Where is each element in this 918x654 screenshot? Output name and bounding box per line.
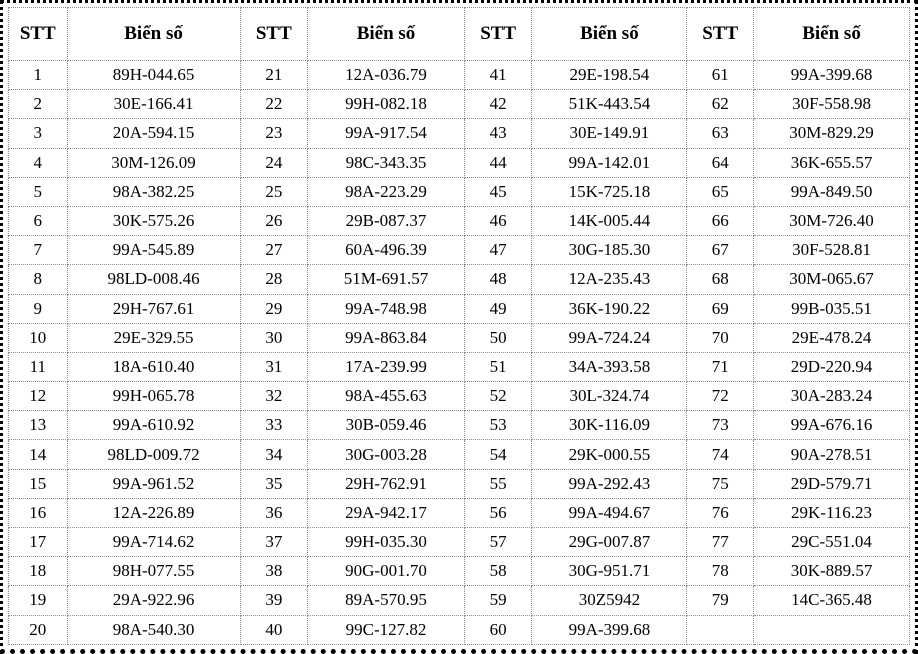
- stt-cell: 12: [9, 382, 68, 411]
- stt-cell: 20: [9, 615, 68, 644]
- stt-cell: 41: [464, 61, 532, 90]
- plate-cell: 29B-087.37: [308, 206, 465, 235]
- stt-cell: 70: [687, 323, 754, 352]
- plate-cell: 29K-116.23: [754, 498, 910, 527]
- stt-cell: 15: [9, 469, 68, 498]
- plate-cell: 98A-540.30: [67, 615, 240, 644]
- plate-cell: 12A-226.89: [67, 498, 240, 527]
- plate-cell: 29H-767.61: [67, 294, 240, 323]
- stt-cell: 58: [464, 557, 532, 586]
- plate-cell: 98C-343.35: [308, 148, 465, 177]
- plate-cell: 30M-065.67: [754, 265, 910, 294]
- stt-cell: 5: [9, 177, 68, 206]
- plate-cell: 29E-478.24: [754, 323, 910, 352]
- plate-cell: 51M-691.57: [308, 265, 465, 294]
- table-row: [9, 615, 910, 644]
- stt-cell: 68: [687, 265, 754, 294]
- stt-cell: 48: [464, 265, 532, 294]
- plate-cell: 30G-951.71: [532, 557, 687, 586]
- plate-cell: 99H-035.30: [308, 528, 465, 557]
- table-row: [9, 265, 910, 294]
- header-stt-4: STT: [687, 8, 754, 61]
- plate-cell: 99A-714.62: [67, 528, 240, 557]
- table-header: [9, 8, 910, 61]
- stt-cell: 45: [464, 177, 532, 206]
- stt-cell: 53: [464, 411, 532, 440]
- plate-cell: 99A-610.92: [67, 411, 240, 440]
- plate-cell: 99C-127.82: [308, 615, 465, 644]
- plate-cell: 30M-126.09: [67, 148, 240, 177]
- header-bienso-4: Biển số: [754, 8, 910, 61]
- plate-cell: 98LD-008.46: [67, 265, 240, 294]
- header-stt-3: STT: [464, 8, 532, 61]
- plate-cell: 98A-455.63: [308, 382, 465, 411]
- plate-cell: 60A-496.39: [308, 236, 465, 265]
- plate-cell: 12A-235.43: [532, 265, 687, 294]
- stt-cell: 78: [687, 557, 754, 586]
- plate-cell: 99A-399.68: [754, 61, 910, 90]
- table-row: [9, 411, 910, 440]
- stt-cell: 59: [464, 586, 532, 615]
- plate-cell: 30E-166.41: [67, 90, 240, 119]
- stt-cell: 51: [464, 352, 532, 381]
- plate-cell: 17A-239.99: [308, 352, 465, 381]
- stt-cell: 62: [687, 90, 754, 119]
- stt-cell: 39: [240, 586, 308, 615]
- stt-cell: 16: [9, 498, 68, 527]
- plate-cell: 29E-329.55: [67, 323, 240, 352]
- plate-cell: 30K-889.57: [754, 557, 910, 586]
- plate-cell: 30G-003.28: [308, 440, 465, 469]
- stt-cell: 21: [240, 61, 308, 90]
- table-row: [9, 382, 910, 411]
- stt-cell: 6: [9, 206, 68, 235]
- table-row: [9, 440, 910, 469]
- stt-cell: 28: [240, 265, 308, 294]
- stt-cell: 10: [9, 323, 68, 352]
- plate-cell: 30M-829.29: [754, 119, 910, 148]
- stt-cell: 29: [240, 294, 308, 323]
- plate-cell: 30A-283.24: [754, 382, 910, 411]
- plate-cell: 99A-724.24: [532, 323, 687, 352]
- plate-cell: 99A-748.98: [308, 294, 465, 323]
- table-row: [9, 206, 910, 235]
- stt-cell: 60: [464, 615, 532, 644]
- stt-cell: 79: [687, 586, 754, 615]
- stt-cell: 49: [464, 294, 532, 323]
- stt-cell: 38: [240, 557, 308, 586]
- plate-cell: 99H-065.78: [67, 382, 240, 411]
- stt-cell: 54: [464, 440, 532, 469]
- stt-cell: 8: [9, 265, 68, 294]
- plate-cell: 51K-443.54: [532, 90, 687, 119]
- plate-cell: 99A-849.50: [754, 177, 910, 206]
- stt-cell: 52: [464, 382, 532, 411]
- plate-cell: 29H-762.91: [308, 469, 465, 498]
- stt-cell: 1: [9, 61, 68, 90]
- plate-cell: 29C-551.04: [754, 528, 910, 557]
- stt-cell: 65: [687, 177, 754, 206]
- stt-cell: 18: [9, 557, 68, 586]
- stt-cell: 67: [687, 236, 754, 265]
- stt-cell: 74: [687, 440, 754, 469]
- plate-cell: 99A-399.68: [532, 615, 687, 644]
- plate-cell: 18A-610.40: [67, 352, 240, 381]
- stt-cell: 22: [240, 90, 308, 119]
- plate-cell: 20A-594.15: [67, 119, 240, 148]
- plate-cell: 30M-726.40: [754, 206, 910, 235]
- plate-cell: 14C-365.48: [754, 586, 910, 615]
- stt-cell: 47: [464, 236, 532, 265]
- stt-cell: 33: [240, 411, 308, 440]
- plate-cell: 90A-278.51: [754, 440, 910, 469]
- plate-cell: 29E-198.54: [532, 61, 687, 90]
- plate-cell: 99A-545.89: [67, 236, 240, 265]
- plate-cell: 99A-494.67: [532, 498, 687, 527]
- stt-cell: 40: [240, 615, 308, 644]
- stt-cell: 72: [687, 382, 754, 411]
- plate-cell: 30K-575.26: [67, 206, 240, 235]
- plate-cell: 36K-190.22: [532, 294, 687, 323]
- header-row: [9, 8, 910, 61]
- stt-cell: 13: [9, 411, 68, 440]
- plate-cell: 30B-059.46: [308, 411, 465, 440]
- table-row: [9, 557, 910, 586]
- plate-cell: 29D-220.94: [754, 352, 910, 381]
- stt-cell: 31: [240, 352, 308, 381]
- plate-cell: 29K-000.55: [532, 440, 687, 469]
- plate-cell: 30Z5942: [532, 586, 687, 615]
- table-row: [9, 528, 910, 557]
- license-plate-table: [8, 7, 910, 645]
- header-bienso-2: Biển số: [308, 8, 465, 61]
- stt-cell: 30: [240, 323, 308, 352]
- stt-cell: 23: [240, 119, 308, 148]
- plate-cell: 98H-077.55: [67, 557, 240, 586]
- plate-cell: 34A-393.58: [532, 352, 687, 381]
- plate-cell: 30E-149.91: [532, 119, 687, 148]
- stt-cell: 7: [9, 236, 68, 265]
- stt-cell: 27: [240, 236, 308, 265]
- plate-cell: 29D-579.71: [754, 469, 910, 498]
- plate-cell: 30F-558.98: [754, 90, 910, 119]
- stt-cell: 63: [687, 119, 754, 148]
- stt-cell: 36: [240, 498, 308, 527]
- plate-cell: 99B-035.51: [754, 294, 910, 323]
- table-row: [9, 498, 910, 527]
- table-row: [9, 61, 910, 90]
- table-row: [9, 294, 910, 323]
- table-row: [9, 177, 910, 206]
- table-row: [9, 352, 910, 381]
- stt-cell: 50: [464, 323, 532, 352]
- plate-cell: 98LD-009.72: [67, 440, 240, 469]
- stt-cell: 55: [464, 469, 532, 498]
- stt-cell: 35: [240, 469, 308, 498]
- stt-cell: 44: [464, 148, 532, 177]
- table-row: [9, 236, 910, 265]
- plate-cell: 30K-116.09: [532, 411, 687, 440]
- stt-cell: 34: [240, 440, 308, 469]
- plate-cell: 29A-922.96: [67, 586, 240, 615]
- stt-cell: 43: [464, 119, 532, 148]
- stt-cell: 71: [687, 352, 754, 381]
- stt-cell: 25: [240, 177, 308, 206]
- plate-cell: 36K-655.57: [754, 148, 910, 177]
- stt-cell: 14: [9, 440, 68, 469]
- plate-cell: 29G-007.87: [532, 528, 687, 557]
- stt-cell: 76: [687, 498, 754, 527]
- stt-cell: 37: [240, 528, 308, 557]
- plate-cell: 12A-036.79: [308, 61, 465, 90]
- stt-cell: 66: [687, 206, 754, 235]
- stt-cell: 32: [240, 382, 308, 411]
- plate-cell: 30G-185.30: [532, 236, 687, 265]
- stt-cell: 19: [9, 586, 68, 615]
- plate-cell: 98A-223.29: [308, 177, 465, 206]
- plate-cell: 89A-570.95: [308, 586, 465, 615]
- stt-cell: 64: [687, 148, 754, 177]
- plate-cell: 99A-961.52: [67, 469, 240, 498]
- plate-cell: 99A-292.43: [532, 469, 687, 498]
- plate-cell: 30F-528.81: [754, 236, 910, 265]
- header-stt-1: STT: [9, 8, 68, 61]
- table-row: [9, 119, 910, 148]
- table-body: [9, 61, 910, 645]
- stt-cell: 9: [9, 294, 68, 323]
- table-row: [9, 90, 910, 119]
- plate-cell: 14K-005.44: [532, 206, 687, 235]
- plate-cell: 99H-082.18: [308, 90, 465, 119]
- header-bienso-1: Biển số: [67, 8, 240, 61]
- stt-cell: 46: [464, 206, 532, 235]
- header-bienso-3: Biển số: [532, 8, 687, 61]
- plate-cell: 99A-863.84: [308, 323, 465, 352]
- table-row: [9, 148, 910, 177]
- stt-cell: 2: [9, 90, 68, 119]
- table-row: [9, 323, 910, 352]
- stt-cell: 56: [464, 498, 532, 527]
- stt-cell: 4: [9, 148, 68, 177]
- plate-cell: 89H-044.65: [67, 61, 240, 90]
- stt-cell: 26: [240, 206, 308, 235]
- table-row: [9, 469, 910, 498]
- stt-cell: 24: [240, 148, 308, 177]
- stt-cell: 61: [687, 61, 754, 90]
- table-row: [9, 586, 910, 615]
- plate-cell: 29A-942.17: [308, 498, 465, 527]
- stt-cell: 75: [687, 469, 754, 498]
- stt-cell: 73: [687, 411, 754, 440]
- plate-cell: 15K-725.18: [532, 177, 687, 206]
- header-stt-2: STT: [240, 8, 308, 61]
- plate-cell: 98A-382.25: [67, 177, 240, 206]
- plate-cell: 99A-917.54: [308, 119, 465, 148]
- plate-cell: [754, 615, 910, 644]
- stt-cell: [687, 615, 754, 644]
- stt-cell: 11: [9, 352, 68, 381]
- plate-cell: 30L-324.74: [532, 382, 687, 411]
- stt-cell: 69: [687, 294, 754, 323]
- stt-cell: 17: [9, 528, 68, 557]
- stt-cell: 57: [464, 528, 532, 557]
- stt-cell: 42: [464, 90, 532, 119]
- plate-cell: 90G-001.70: [308, 557, 465, 586]
- stt-cell: 3: [9, 119, 68, 148]
- plate-cell: 99A-676.16: [754, 411, 910, 440]
- plate-cell: 99A-142.01: [532, 148, 687, 177]
- stt-cell: 77: [687, 528, 754, 557]
